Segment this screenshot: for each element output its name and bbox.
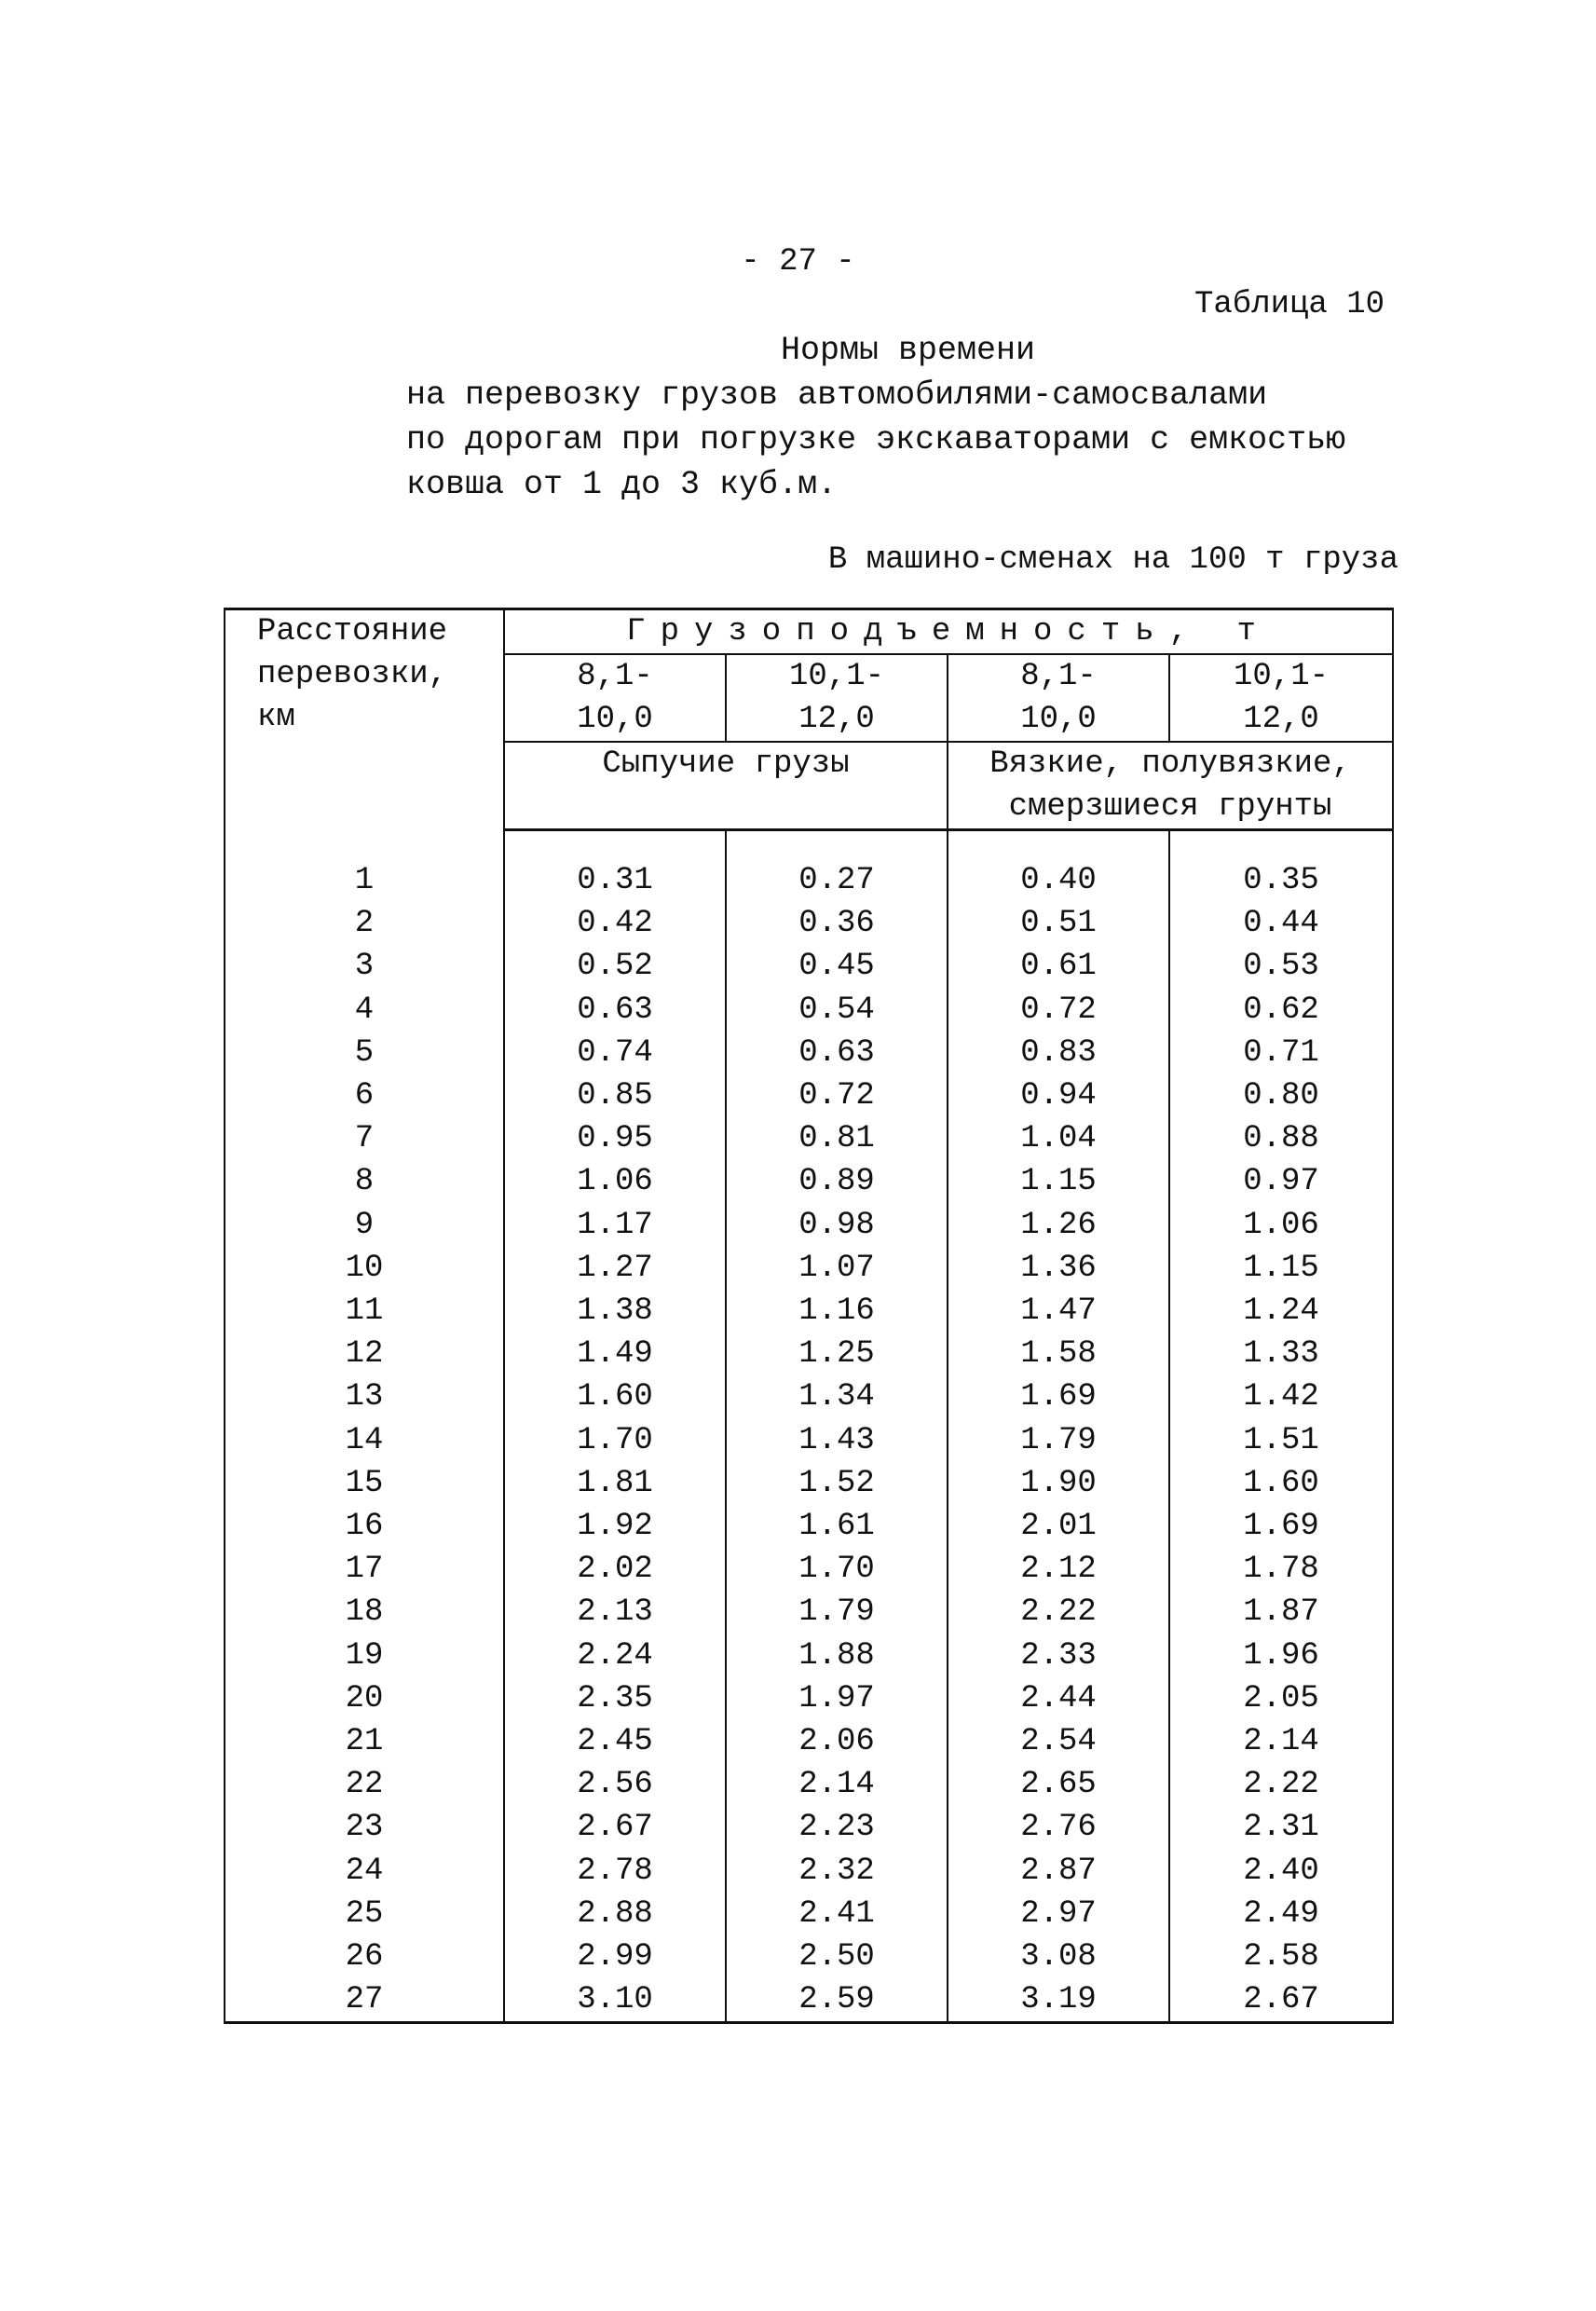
norm-value-cell: 1.69 [1169, 1505, 1393, 1548]
norm-value-cell: 1.42 [1169, 1375, 1393, 1418]
distance-cell: 5 [225, 1032, 504, 1074]
table-label: Таблица 10 [1194, 287, 1385, 322]
norm-value-cell: 2.31 [1169, 1806, 1393, 1849]
norm-value-cell: 3.08 [948, 1935, 1169, 1978]
norm-value-cell: 1.06 [504, 1160, 726, 1203]
norm-value-cell: 1.26 [948, 1204, 1169, 1247]
norm-value-cell: 1.34 [726, 1375, 948, 1418]
distance-cell: 14 [225, 1419, 504, 1462]
class-line: 8,1- [1020, 659, 1097, 694]
table-row [225, 1505, 1393, 1548]
table-row [225, 1634, 1393, 1677]
norm-value-cell: 2.49 [1169, 1893, 1393, 1935]
norm-value-cell: 0.61 [948, 945, 1169, 988]
norm-value-cell: 0.83 [948, 1032, 1169, 1074]
title-line: на перевозку грузов автомобилями-самосвалами [406, 376, 1268, 414]
norm-value-cell: 0.81 [726, 1117, 948, 1160]
class-line: 10,1- [1234, 659, 1330, 694]
norms-table [224, 608, 1394, 2024]
norm-value-cell: 1.15 [948, 1160, 1169, 1203]
table-row [225, 945, 1393, 988]
norm-value-cell: 0.63 [504, 989, 726, 1032]
capacity-class-header [1169, 654, 1393, 742]
table-row [225, 1978, 1393, 2023]
norm-value-cell: 0.27 [726, 859, 948, 902]
table-row [225, 1247, 1393, 1290]
norm-value-cell: 2.05 [1169, 1677, 1393, 1720]
norm-value-cell: 2.50 [726, 1935, 948, 1978]
distance-cell: 21 [225, 1720, 504, 1763]
norm-value-cell: 1.49 [504, 1333, 726, 1375]
distance-cell: 7 [225, 1117, 504, 1160]
capacity-header: Грузоподъемность, т [504, 609, 1393, 655]
norm-value-cell: 2.58 [1169, 1935, 1393, 1978]
norm-value-cell: 2.76 [948, 1806, 1169, 1849]
table-row [225, 902, 1393, 945]
norm-value-cell: 1.78 [1169, 1548, 1393, 1591]
viscous-soil-group [948, 742, 1393, 830]
norm-value-cell: 1.33 [1169, 1333, 1393, 1375]
distance-cell: 24 [225, 1850, 504, 1893]
norm-value-cell: 0.95 [504, 1117, 726, 1160]
norm-value-cell: 2.02 [504, 1548, 726, 1591]
norm-value-cell: 0.97 [1169, 1160, 1393, 1203]
distance-cell: 12 [225, 1333, 504, 1375]
distance-cell: 17 [225, 1548, 504, 1591]
norm-value-cell: 1.52 [726, 1462, 948, 1505]
units-note: В машино-сменах на 100 т груза [827, 542, 1398, 578]
norm-value-cell: 1.07 [726, 1247, 948, 1290]
distance-cell: 23 [225, 1806, 504, 1849]
norm-value-cell: 1.15 [1169, 1247, 1393, 1290]
norm-value-cell: 2.44 [948, 1677, 1169, 1720]
table-row [225, 1462, 1393, 1505]
class-line: 10,0 [1020, 702, 1097, 737]
norm-value-cell: 2.22 [1169, 1763, 1393, 1806]
distance-cell: 26 [225, 1935, 504, 1978]
title-line: по дорогам при погрузке экскаваторами с емкостью [406, 421, 1346, 458]
table-row [225, 1204, 1393, 1247]
class-line: 8,1- [577, 659, 653, 694]
distance-cell: 3 [225, 945, 504, 988]
header-line: Расстояние [257, 614, 448, 650]
table-row [225, 1333, 1393, 1375]
norm-value-cell: 2.65 [948, 1763, 1169, 1806]
norm-value-cell: 1.16 [726, 1290, 948, 1333]
distance-cell: 4 [225, 989, 504, 1032]
distance-cell: 20 [225, 1677, 504, 1720]
distance-cell: 2 [225, 902, 504, 945]
norm-value-cell: 2.23 [726, 1806, 948, 1849]
distance-cell: 27 [225, 1978, 504, 2023]
norm-value-cell: 1.24 [1169, 1290, 1393, 1333]
norm-value-cell: 0.51 [948, 902, 1169, 945]
group-line: Вязкие, полувязкие, [989, 746, 1351, 782]
table-row [225, 1117, 1393, 1160]
norm-value-cell: 1.88 [726, 1634, 948, 1677]
header-line: перевозки, [257, 657, 448, 692]
norm-value-cell: 2.78 [504, 1850, 726, 1893]
loose-cargo-group: Сыпучие грузы [504, 742, 948, 830]
norm-value-cell: 1.69 [948, 1375, 1169, 1418]
norm-value-cell: 0.98 [726, 1204, 948, 1247]
norm-value-cell: 1.70 [726, 1548, 948, 1591]
norm-value-cell: 1.79 [726, 1591, 948, 1634]
norm-value-cell: 2.97 [948, 1893, 1169, 1935]
norm-value-cell: 3.10 [504, 1978, 726, 2023]
norm-value-cell: 1.79 [948, 1419, 1169, 1462]
table-row [225, 989, 1393, 1032]
norm-value-cell: 1.06 [1169, 1204, 1393, 1247]
group-line: смерзшиеся грунты [1008, 789, 1332, 825]
capacity-class-header [504, 654, 726, 742]
distance-cell: 8 [225, 1160, 504, 1203]
norm-value-cell: 2.22 [948, 1591, 1169, 1634]
norm-value-cell: 0.74 [504, 1032, 726, 1074]
norm-value-cell: 2.12 [948, 1548, 1169, 1591]
norm-value-cell: 2.13 [504, 1591, 726, 1634]
class-line: 12,0 [798, 702, 875, 737]
norm-value-cell: 2.67 [504, 1806, 726, 1849]
norm-value-cell: 1.36 [948, 1247, 1169, 1290]
norm-value-cell: 1.81 [504, 1462, 726, 1505]
capacity-class-header [726, 654, 948, 742]
norm-value-cell: 2.14 [1169, 1720, 1393, 1763]
norm-value-cell: 0.53 [1169, 945, 1393, 988]
norm-value-cell: 2.06 [726, 1720, 948, 1763]
distance-header [225, 609, 504, 830]
norm-value-cell: 2.87 [948, 1850, 1169, 1893]
norm-value-cell: 2.54 [948, 1720, 1169, 1763]
norm-value-cell: 0.35 [1169, 859, 1393, 902]
distance-cell: 13 [225, 1375, 504, 1418]
norm-value-cell: 0.88 [1169, 1117, 1393, 1160]
spacer-row [225, 830, 1393, 860]
norm-value-cell: 0.80 [1169, 1074, 1393, 1117]
distance-cell: 15 [225, 1462, 504, 1505]
title-line: ковша от 1 до 3 куб.м. [406, 466, 838, 503]
table-row [225, 1419, 1393, 1462]
distance-cell: 9 [225, 1204, 504, 1247]
distance-cell: 25 [225, 1893, 504, 1935]
norm-value-cell: 1.61 [726, 1505, 948, 1548]
norm-value-cell: 1.96 [1169, 1634, 1393, 1677]
norm-value-cell: 0.42 [504, 902, 726, 945]
norm-value-cell: 2.59 [726, 1978, 948, 2023]
table-body [225, 830, 1393, 2023]
norm-value-cell: 1.25 [726, 1333, 948, 1375]
norm-value-cell: 1.04 [948, 1117, 1169, 1160]
distance-cell: 6 [225, 1074, 504, 1117]
norm-value-cell: 0.72 [726, 1074, 948, 1117]
norm-value-cell: 2.14 [726, 1763, 948, 1806]
distance-cell: 11 [225, 1290, 504, 1333]
table-row [225, 1763, 1393, 1806]
norm-value-cell: 2.35 [504, 1677, 726, 1720]
norm-value-cell: 2.45 [504, 1720, 726, 1763]
norm-value-cell: 1.87 [1169, 1591, 1393, 1634]
title-line: Нормы времени [781, 332, 1036, 369]
table-row [225, 1935, 1393, 1978]
page-number: - 27 - [741, 244, 855, 280]
norm-value-cell: 0.40 [948, 859, 1169, 902]
norm-value-cell: 1.43 [726, 1419, 948, 1462]
norm-value-cell: 1.60 [504, 1375, 726, 1418]
norm-value-cell: 2.67 [1169, 1978, 1393, 2023]
norm-value-cell: 0.54 [726, 989, 948, 1032]
table-row [225, 1850, 1393, 1893]
norm-value-cell: 0.85 [504, 1074, 726, 1117]
table-row [225, 1720, 1393, 1763]
norm-value-cell: 3.19 [948, 1978, 1169, 2023]
norm-value-cell: 2.32 [726, 1850, 948, 1893]
norm-value-cell: 2.88 [504, 1893, 726, 1935]
norm-value-cell: 2.41 [726, 1893, 948, 1935]
norm-value-cell: 0.63 [726, 1032, 948, 1074]
norm-value-cell: 1.60 [1169, 1462, 1393, 1505]
norm-value-cell: 1.27 [504, 1247, 726, 1290]
distance-cell: 16 [225, 1505, 504, 1548]
norm-value-cell: 1.90 [948, 1462, 1169, 1505]
distance-cell: 10 [225, 1247, 504, 1290]
norm-value-cell: 1.47 [948, 1290, 1169, 1333]
class-line: 12,0 [1243, 702, 1319, 737]
norm-value-cell: 1.51 [1169, 1419, 1393, 1462]
norm-value-cell: 0.31 [504, 859, 726, 902]
table-row [225, 1074, 1393, 1117]
distance-cell: 22 [225, 1763, 504, 1806]
table-row [225, 1806, 1393, 1849]
table-row [225, 859, 1393, 902]
norm-value-cell: 0.89 [726, 1160, 948, 1203]
distance-cell: 18 [225, 1591, 504, 1634]
table-row [225, 1290, 1393, 1333]
header-line: км [257, 700, 295, 735]
norm-value-cell: 2.33 [948, 1634, 1169, 1677]
table-row [225, 1375, 1393, 1418]
norm-value-cell: 1.70 [504, 1419, 726, 1462]
norm-value-cell: 0.36 [726, 902, 948, 945]
table-row [225, 1591, 1393, 1634]
norm-value-cell: 1.38 [504, 1290, 726, 1333]
table-row [225, 1677, 1393, 1720]
norm-value-cell: 0.62 [1169, 989, 1393, 1032]
norm-value-cell: 0.45 [726, 945, 948, 988]
distance-cell: 19 [225, 1634, 504, 1677]
table-row [225, 1032, 1393, 1074]
norm-value-cell: 0.44 [1169, 902, 1393, 945]
table-row [225, 1548, 1393, 1591]
norm-value-cell: 0.71 [1169, 1032, 1393, 1074]
norm-value-cell: 1.92 [504, 1505, 726, 1548]
norm-value-cell: 0.72 [948, 989, 1169, 1032]
norm-value-cell: 0.52 [504, 945, 726, 988]
table-title [406, 328, 1345, 507]
capacity-class-header [948, 654, 1169, 742]
table-row [225, 1893, 1393, 1935]
norm-value-cell: 0.94 [948, 1074, 1169, 1117]
norm-value-cell: 1.17 [504, 1204, 726, 1247]
norm-value-cell: 2.56 [504, 1763, 726, 1806]
class-line: 10,1- [788, 659, 885, 694]
norm-value-cell: 2.99 [504, 1935, 726, 1978]
norm-value-cell: 1.58 [948, 1333, 1169, 1375]
norm-value-cell: 2.01 [948, 1505, 1169, 1548]
norm-value-cell: 2.40 [1169, 1850, 1393, 1893]
distance-cell: 1 [225, 859, 504, 902]
table-row [225, 1160, 1393, 1203]
norm-value-cell: 1.97 [726, 1677, 948, 1720]
class-line: 10,0 [577, 702, 653, 737]
norm-value-cell: 2.24 [504, 1634, 726, 1677]
